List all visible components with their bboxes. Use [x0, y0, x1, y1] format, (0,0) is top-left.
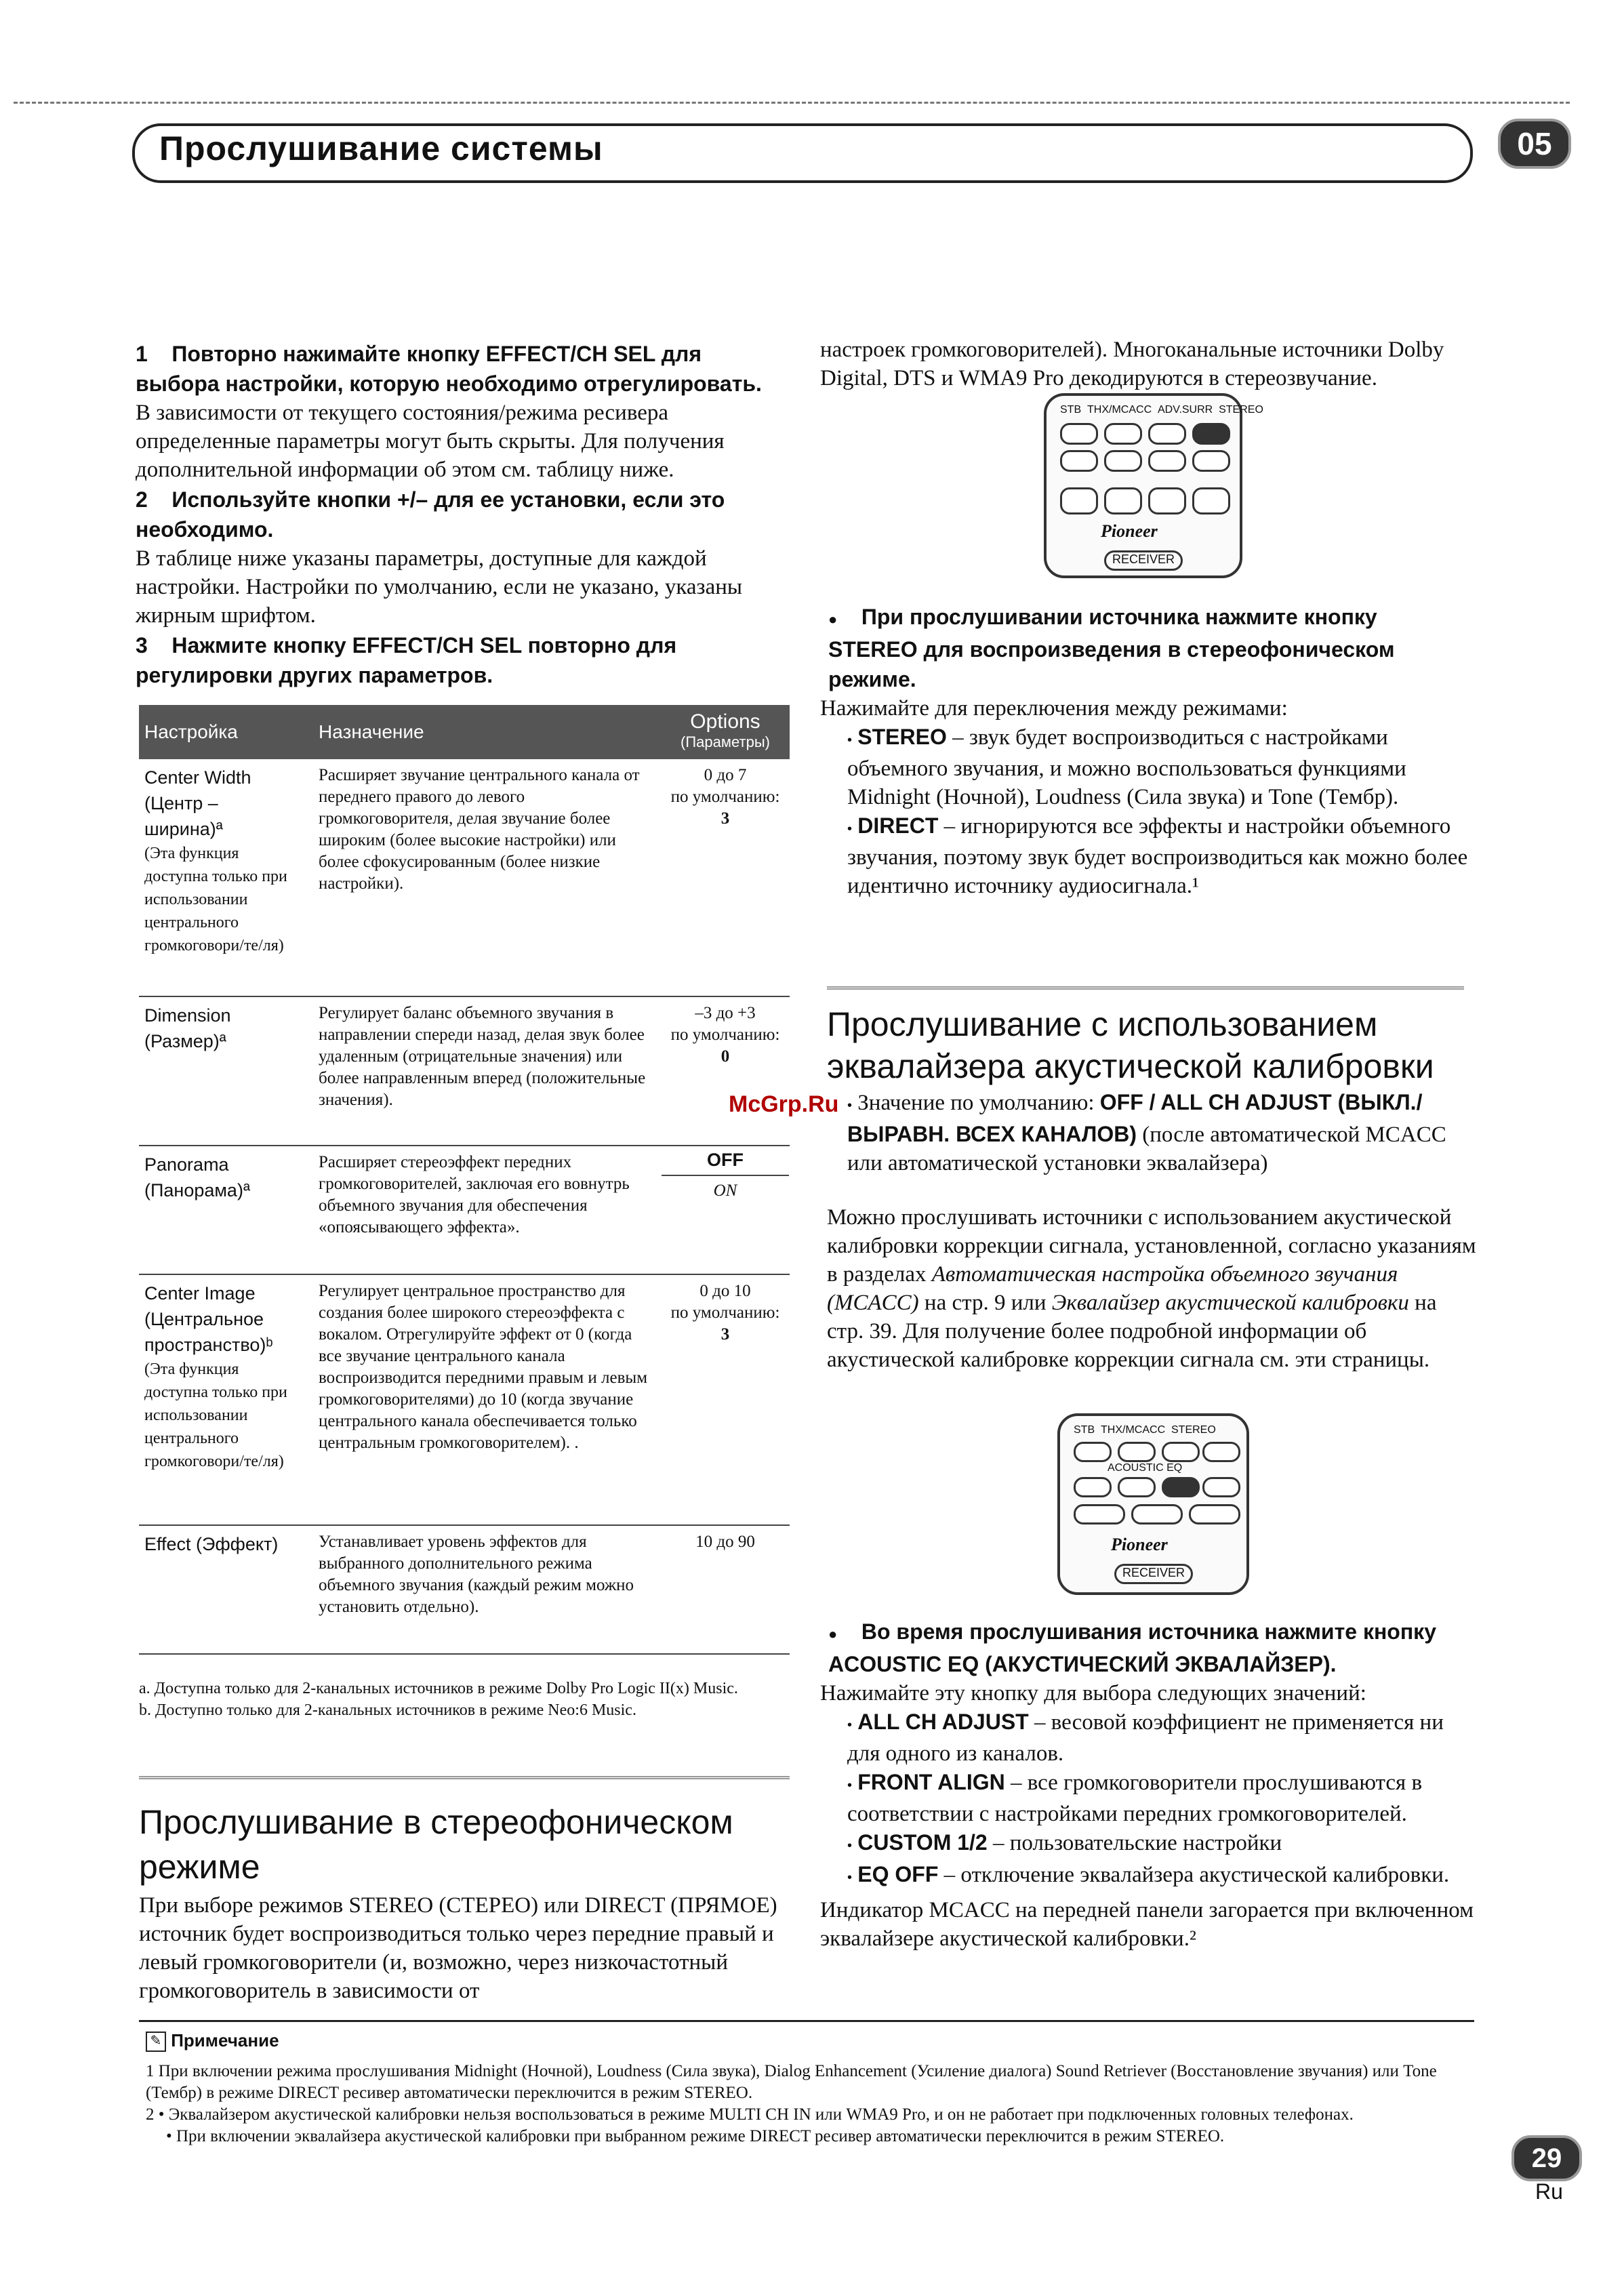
eq-default-setting: OFF / ALL CH ADJUST (ВЫКЛ./ВЫРАВН. ВСЕХ КАНАЛОВ) [847, 1090, 1423, 1146]
page-language: Ru [1535, 2179, 1563, 2204]
watermark: McGrp.Ru [729, 1091, 839, 1117]
step-3 [136, 630, 786, 690]
row-option-range: 10 до 90 [695, 1533, 755, 1551]
eq-instructions: ● Во время прослушивания источника нажмите кнопку ACOUSTIC EQ (АКУСТИЧЕСКИЙ ЭКВАЛАЙЗЕР). Нажимайте эту кнопку для выбора следующих значений: • ALL CH ADJUST – весовой коэффициент не применяется ни для одного из каналов. • FRONT ALIGN – все громкоговорители прослушиваются в соответствии с настройками передних громкоговорителей. • CUSTOM 1/2 – пользовательские настройки • EQ OFF – отключение эквалайзера акустической калибровки. Индикатор MCACC на передней панели загорается при включенном эквалайзере акустической калибровки.² [820, 1617, 1478, 1953]
step-2-number: 2 [136, 487, 148, 512]
eq-intro: Нажимайте эту кнопку для выбора следующих значений: [820, 1681, 1366, 1705]
eq-paragraph-mid: на стр. 9 или [918, 1291, 1052, 1315]
table-row [139, 1146, 790, 1274]
row-description: Регулирует баланс объемного звучания в направлении спереди назад, делая звук более удаленным (отрицательные значения) или более направленным вперед (положительные значения). [319, 1004, 646, 1109]
eq-closing-text: Индикатор MCACC на передней панели загорается при включенном эквалайзере акустической калибровки.² [820, 1898, 1474, 1951]
stereo-instructions: ● При прослушивании источника нажмите кнопку STEREO для воспроизведения в стереофоническом режиме. Нажимайте для переключения между режимами: • STEREO – звук будет воспроизводиться с настройками объемного звучания, и можно воспользоваться функциями Midnight (Ночной), Loudness (Сила звука) и Tone (Тембр). • DIRECT – игнорируются все эффекты и настройки объемного звучания, поэтому звук будет воспроизводиться как можно более идентично источнику аудиосигнала.¹ [820, 602, 1471, 900]
section-divider [827, 986, 1464, 990]
row-note: (Эта функция доступна только при использовании центрального громкоговори/те/ля) [144, 845, 287, 954]
stereo-section-text: При выборе режимов STEREO (СТЕРЕО) или DIRECT (ПРЯМОЕ) источник будет воспроизводиться только через передние правый и левый громкоговорители (и, возможно, через низкочастотный громкоговоритель в зависимости от [139, 1893, 777, 2003]
step-2 [136, 485, 786, 630]
row-option-default: 3 [720, 1325, 730, 1343]
row-setting: Center Image (Центральное пространство)ᵇ [144, 1283, 273, 1355]
step-1-text: В зависимости от текущего состояния/режима ресивера определенные параметры могут быть скрыты. Для получения дополнительной информации об этом см. таблицу ниже. [136, 401, 725, 482]
col-options-label: Options [690, 710, 760, 733]
step-1-number: 1 [136, 342, 148, 366]
eq-description [827, 1203, 1478, 1374]
step-3-heading: Нажмите кнопку EFFECT/CH SEL повторно для регулировки других параметров. [136, 633, 677, 687]
list-item: • FRONT ALIGN – все громкоговорители прослушиваются в соответствии с настройками передних громкоговорителей. [847, 1770, 1423, 1826]
eq-section-title: Прослушивание с использованием эквалайзера акустической калибровки [827, 1005, 1434, 1085]
step-1 [136, 339, 786, 484]
col-purpose-header: Назначение [319, 721, 424, 742]
step-2-heading: Используйте кнопки +/– для ее установки, если это необходимо. [136, 487, 725, 542]
page-title: Прослушивание системы [159, 129, 603, 167]
row-option-off: OFF [662, 1149, 789, 1176]
table-row [139, 759, 790, 996]
direct-option-text: – игнорируются все эффекты и настройки объемного звучания, поэтому звук будет воспроизводиться как можно более идентично источнику аудиосигнала.¹ [847, 814, 1468, 898]
eq-default-value: • Значение по умолчанию: OFF / ALL CH ADJUST (ВЫКЛ./ВЫРАВН. ВСЕХ КАНАЛОВ) (после автоматической MCACC или автоматической установки эквалайзера) [847, 1090, 1446, 1175]
col-setting-header: Настройка [144, 721, 238, 742]
col-options-sublabel: (Параметры) [681, 733, 770, 750]
eq-option-text: – пользовательские настройки [987, 1831, 1282, 1855]
step-3-number: 3 [136, 633, 148, 658]
remote-illustration-eq: STB THX/MCACC STEREO ACOUSTIC EQ Pioneer RECEIVER [1057, 1413, 1249, 1595]
col-options-header [661, 705, 790, 759]
eq-option-text: – отключение эквалайзера акустической калибровки. [938, 1863, 1450, 1887]
note-icon: ✎ [146, 2032, 166, 2052]
step-2-text: В таблице ниже указаны параметры, доступные для каждой настройки. Настройки по умолчанию, если не указано, указаны жирным шрифтом. [136, 546, 743, 628]
row-note: (Эта функция доступна только при использовании центрального громкоговори/те/ля) [144, 1360, 287, 1470]
notes-heading [146, 2030, 279, 2052]
row-setting: Effect (Эффект) [144, 1534, 279, 1554]
row-option-range: 0 до 10 [699, 1282, 751, 1300]
list-item: • STEREO – звук будет воспроизводиться с настройками объемного звучания, и можно воспользоваться функциями Midnight (Ночной), Loudness (Сила звука) и Tone (Тембр). [847, 725, 1406, 809]
eq-paragraph-end: на стр. 39. Для получение более подробной информации об акустической калибровке коррекции сигнала см. эти страницы. [827, 1291, 1437, 1372]
continued-text: настроек громкоговорителей). Многоканальные источники Dolby Digital, DTS и WMA9 Pro декодируются в стереозвучание. [820, 338, 1444, 390]
stereo-option-text: – звук будет воспроизводиться с настройками объемного звучания, и можно воспользоваться функциями Midnight (Ночной), Loudness (Сила звука) и Tone (Тембр). [847, 725, 1406, 809]
notes-body [146, 2061, 1474, 2147]
eq-option-text: – все громкоговорители прослушиваются в соответствии с настройками передних громкоговорителей. [847, 1771, 1423, 1826]
eq-option-key: EQ OFF [857, 1862, 939, 1886]
row-description: Расширяет стереоэффект передних громкоговорителей, заключая его вовнутрь объемного звучания для обеспечения «опоясывающего эффекта». [319, 1153, 630, 1236]
note-3: • При включении эквалайзера акустической калибровки при выбранном режиме DIRECT ресивер автоматически переключится в режим STEREO. [166, 2127, 1225, 2145]
note-2: 2 • Эквалайзером акустической калибровки нельзя воспользоваться в режиме MULTI CH IN или WMA9 Pro, и он не работает при подключенных головных телефонах. [146, 2105, 1354, 2124]
row-option-default-label: по умолчанию: [670, 788, 780, 806]
step-1-heading: Повторно нажимайте кнопку EFFECT/CH SEL для выбора настройки, которую необходимо отрегулировать. [136, 342, 762, 396]
top-rule [14, 102, 1570, 104]
row-option-range: 0 до 7 [704, 766, 747, 784]
settings-table [139, 705, 790, 1655]
table-row [139, 1274, 790, 1525]
row-option-default: 3 [720, 809, 730, 828]
row-option-default-label: по умолчанию: [670, 1026, 780, 1044]
row-option-default-label: по умолчанию: [670, 1304, 780, 1322]
direct-option-key: DIRECT [857, 813, 939, 838]
row-description: Устанавливает уровень эффектов для выбранного дополнительного режима объемного звучания (каждый режим можно установить отдельно). [319, 1533, 634, 1616]
table-header [139, 705, 790, 759]
footnote-a: a. Доступна только для 2-канальных источников в режиме Dolby Pro Logic II(x) Music. [139, 1680, 738, 1697]
section-divider [139, 1776, 790, 1779]
ref-mcacc-link: Автоматическая настройка объемного звучания (MCACC) [827, 1262, 1398, 1315]
row-option-default: 0 [720, 1047, 730, 1066]
list-item: • CUSTOM 1/2 – пользовательские настройки [847, 1830, 1282, 1855]
note-1: 1 При включении режима прослушивания Midnight (Ночной), Loudness (Сила звука), Dialog Enhancement (Усиление диалога) Sound Retriever (Восстановление звучания) или Tone (Тембр) в режиме DIRECT ресивер автоматически переключится в режим STEREO. [146, 2062, 1437, 2102]
stereo-section-title: Прослушивание в стереофоническом режиме [139, 1803, 733, 1886]
row-description: Регулирует центральное пространство для создания более широкого стереоэффекта с вокалом. Отрегулируйте эффект от 0 (когда все звучание центрального канала воспроизводится передними правым и левым громкоговорителями) до 10 (когда звучание центрального канала обеспечивается только центральным громкоговорителем). . [319, 1282, 648, 1452]
page-number: 29 [1511, 2135, 1582, 2181]
row-setting: Panorama (Панорама)ª [144, 1154, 250, 1200]
row-setting: Dimension (Размер)ª [144, 1005, 231, 1051]
list-item: • ALL CH ADJUST – весовой коэффициент не применяется ни для одного из каналов. [847, 1710, 1444, 1766]
row-description: Расширяет звучание центрального канала от переднего правого до левого громкоговорителя, делая звучание более широким (более высокие настройки) или более сфокусированным (более низкие настройки). [319, 766, 640, 893]
ref-eq-link: Эквалайзер акустической калибровки [1051, 1291, 1409, 1315]
footnote-b: b. Доступно только для 2-канальных источников в режиме Neo:6 Music. [139, 1701, 636, 1719]
remote-receiver-label: RECEIVER [1104, 550, 1183, 571]
chapter-badge: 05 [1498, 119, 1571, 169]
list-item: • EQ OFF – отключение эквалайзера акустической калибровки. [847, 1862, 1450, 1887]
row-option-range: –3 до +3 [695, 1004, 756, 1022]
remote-logo: Pioneer [1101, 521, 1158, 541]
notes-title: Примечание [171, 2030, 279, 2050]
stereo-intro: Нажимайте для переключения между режимами: [820, 696, 1288, 721]
eq-option-key: FRONT ALIGN [857, 1770, 1005, 1794]
remote-logo: Pioneer [1111, 1535, 1168, 1554]
row-setting: Center Width (Центр – ширина)ª [144, 767, 251, 839]
eq-default-tail: (после автоматической MCACC или автоматической установки эквалайзера) [847, 1123, 1446, 1175]
remote-receiver-label: RECEIVER [1114, 1564, 1193, 1584]
table-row [139, 1525, 790, 1654]
eq-bullet-heading: Во время прослушивания источника нажмите кнопку ACOUSTIC EQ (АКУСТИЧЕСКИЙ ЭКВАЛАЙЗЕР). [828, 1619, 1436, 1676]
remote-illustration-stereo: STB THX/MCACC ADV.SURR STEREO Pioneer RECEIVER [1044, 393, 1242, 578]
table-footnotes [139, 1678, 790, 1721]
notes-divider [139, 2020, 1474, 2022]
stereo-option-key: STEREO [857, 725, 947, 749]
eq-option-text: – весовой коэффициент не применяется ни для одного из каналов. [847, 1710, 1444, 1766]
eq-default-label: Значение по умолчанию: [857, 1091, 1100, 1115]
table-row [139, 996, 790, 1146]
row-option-on: ON [713, 1181, 737, 1200]
eq-option-key: ALL CH ADJUST [857, 1710, 1029, 1734]
list-item: • DIRECT – игнорируются все эффекты и настройки объемного звучания, поэтому звук будет воспроизводиться как можно более идентично источнику аудиосигнала.¹ [847, 813, 1468, 898]
eq-option-key: CUSTOM 1/2 [857, 1830, 988, 1855]
eq-paragraph-start: Можно прослушивать источники с использованием акустической калибровки коррекции сигнала, установленной, согласно указаниям в разделах [827, 1205, 1476, 1287]
stereo-bullet-heading: При прослушивании источника нажмите кнопку STEREO для воспроизведения в стереофоническом режиме. [828, 605, 1395, 691]
